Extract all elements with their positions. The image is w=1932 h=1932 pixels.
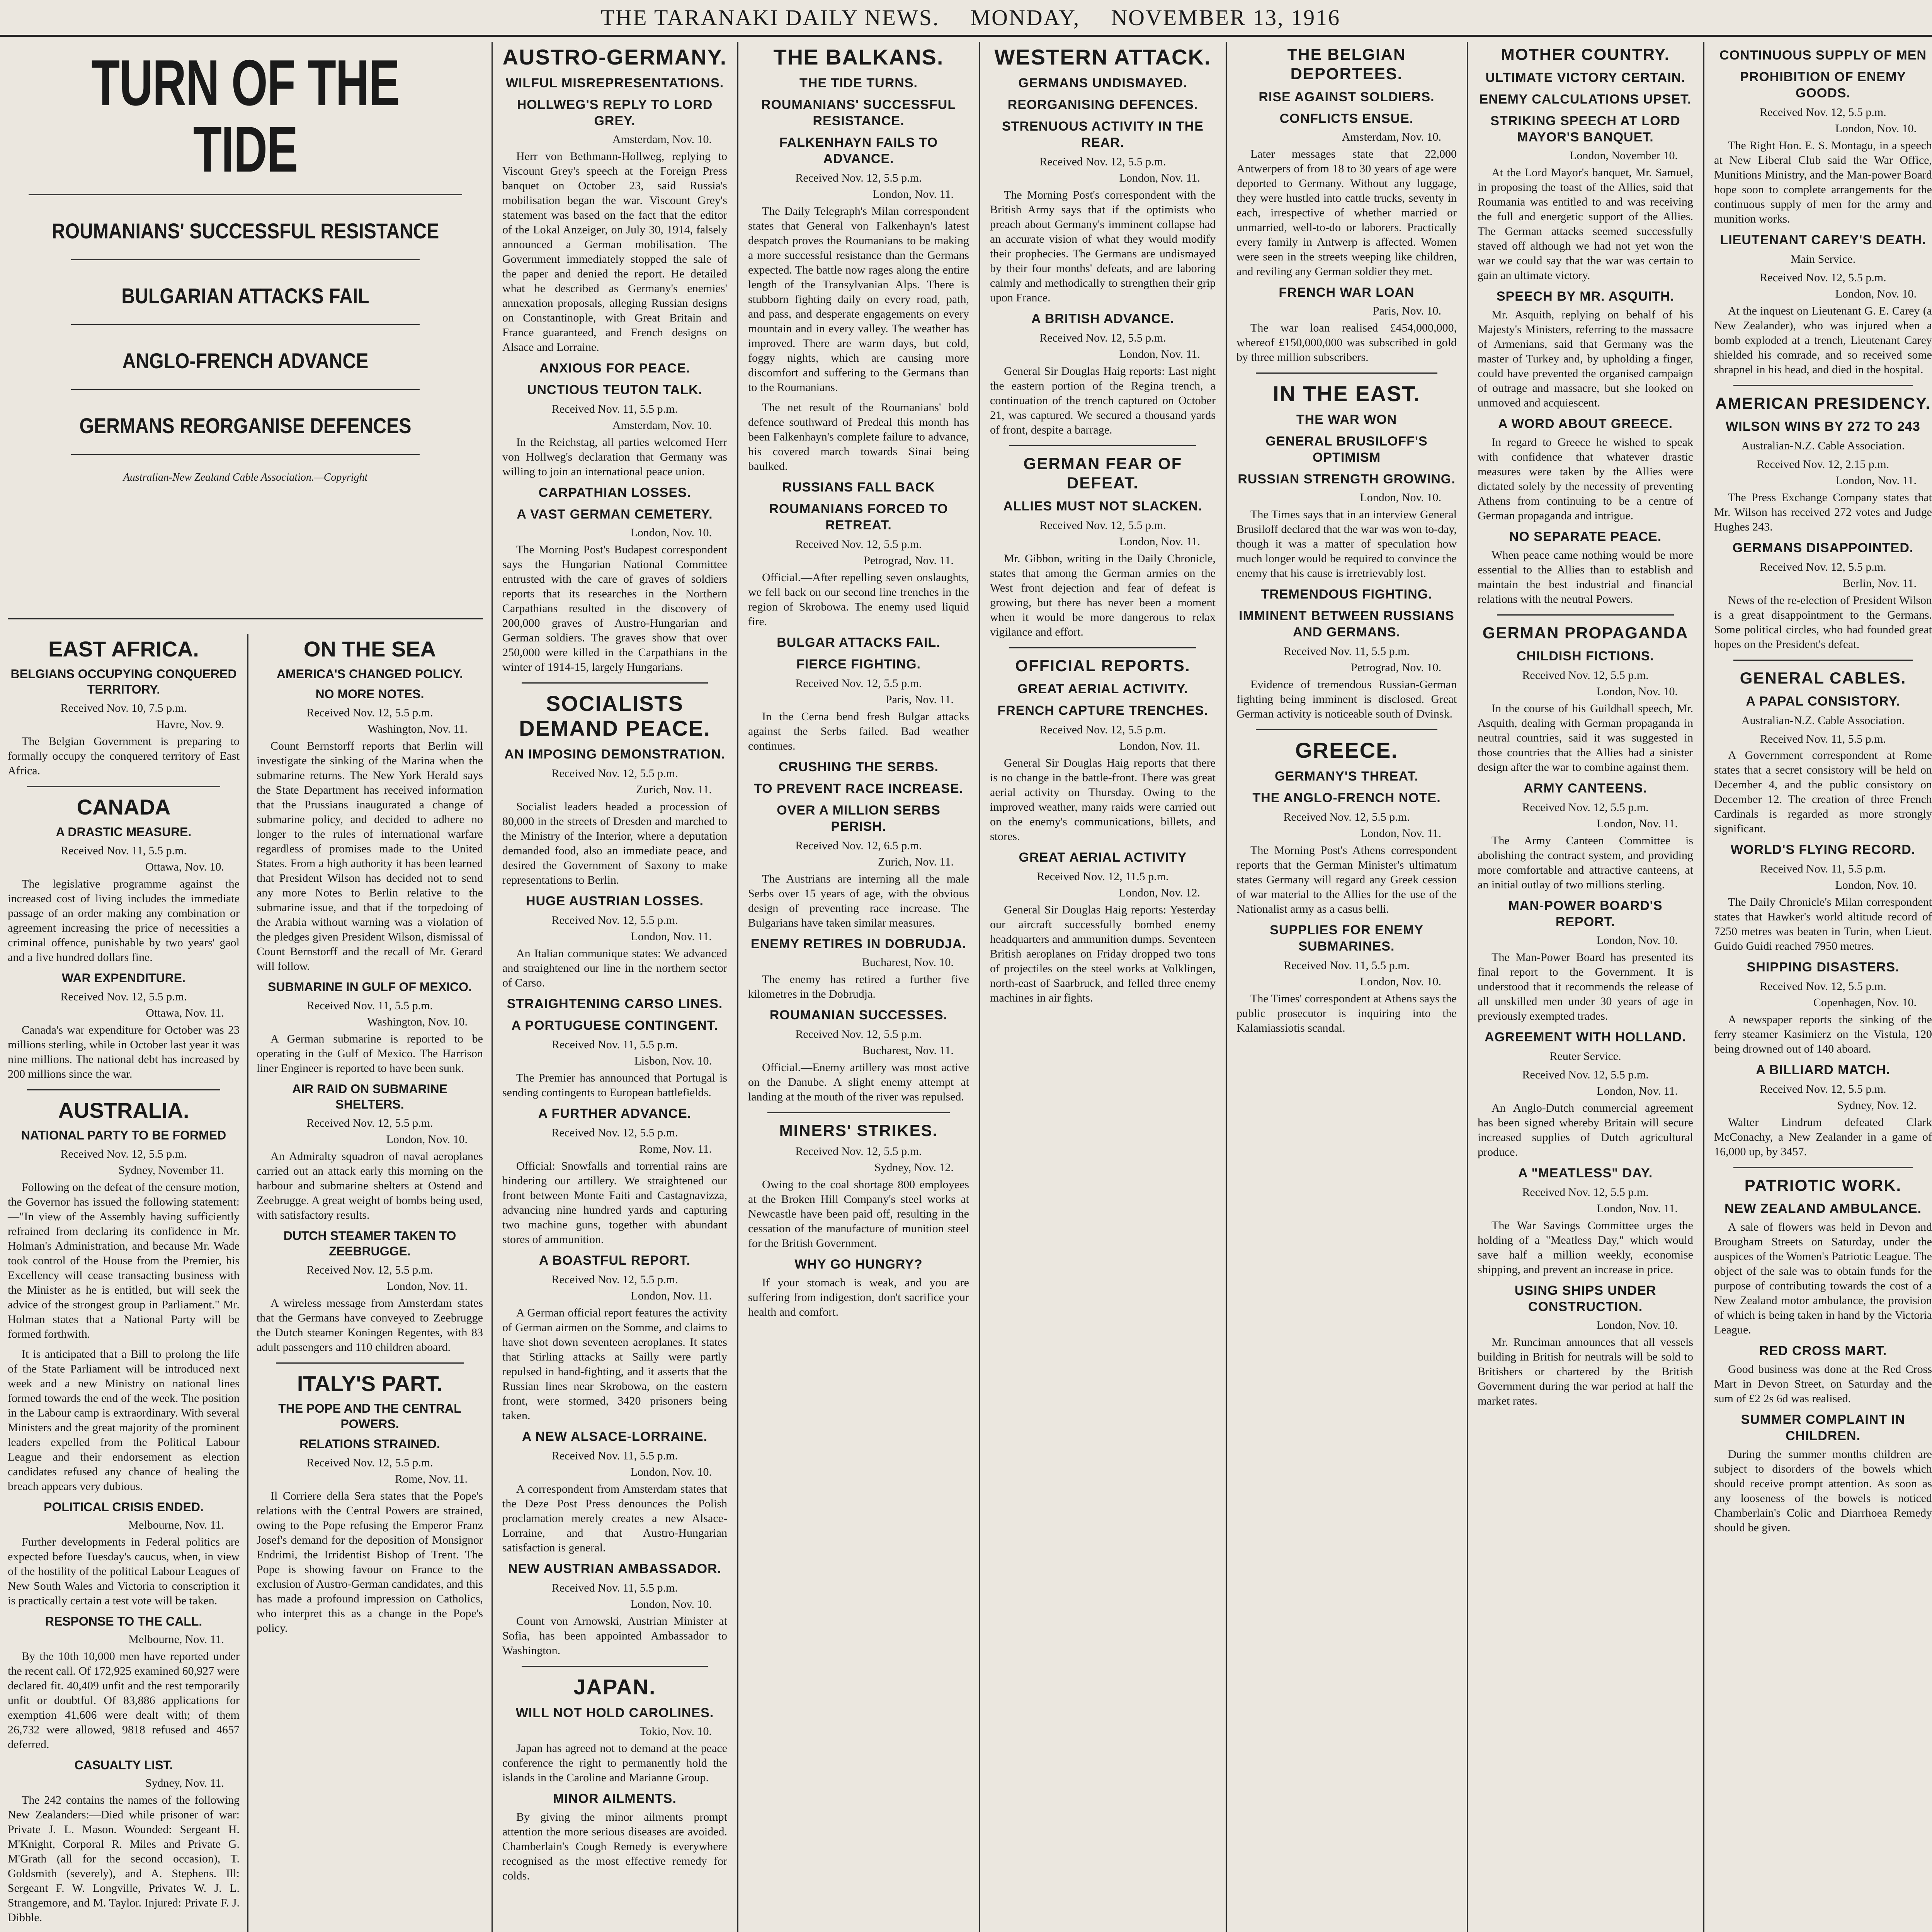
- issue-date: NOVEMBER 13, 1916: [1111, 5, 1341, 30]
- subhead: BULGAR ATTACKS FAIL.: [777, 635, 940, 650]
- article-text: The Army Canteen Committee is abolishing the contract system, and providing more comfortable and attractive canteens, at an initial outlay of two millions sterling.: [1478, 834, 1693, 891]
- dateline: Rome, Nov. 11.: [639, 1143, 712, 1155]
- article-text: The Man-Power Board has presented its final report to the Government. It is understood that it recommends the release of all unskilled men under 30 years of age in previously exempted trades.: [1478, 951, 1693, 1022]
- received-line: Received Nov. 12, 5.5 p.m.: [1039, 519, 1166, 532]
- article-text: The War Savings Committee urges the holding of a "Meatless Day," which would save half a million weekly, economise shipping, and prevent an increase in price.: [1478, 1219, 1693, 1276]
- subhead: AMERICA'S CHANGED POLICY.: [276, 667, 463, 681]
- headline-american-presidency: AMERICAN PRESIDENCY.: [1715, 394, 1931, 412]
- dateline: London, Nov. 11.: [872, 188, 954, 201]
- dateline: London, Nov. 11.: [1597, 1202, 1678, 1215]
- article-text: The Daily Chronicle's Milan correspondent states that Hawker's world altitude record of 7250 metres was beaten in Turin, when Lieut. Guido Guidi reached 7950 metres.: [1714, 896, 1932, 952]
- received-line: Received Nov. 12, 5.5 p.m.: [795, 1028, 922, 1041]
- dateline: Paris, Nov. 10.: [1372, 304, 1441, 317]
- article-text: Mr. Gibbon, writing in the Daily Chronicle, states that among the German armies on the West front dejection and fear of defeat is growing, but there has never been a moment when it would be more dangerous to relax vigilance and effort.: [990, 552, 1216, 638]
- subhead: A PAPAL CONSISTORY.: [1746, 694, 1900, 709]
- column-6: [1227, 42, 1466, 1932]
- received-line: Received Nov. 12, 5.5 p.m.: [1039, 723, 1166, 736]
- subhead: CASUALTY LIST.: [74, 1758, 173, 1772]
- headline-german-propaganda: GERMAN PROPAGANDA: [1482, 624, 1689, 642]
- article-text: General Sir Douglas Haig reports that there is no change in the battle-front. There was great aerial activity on Thursday. Owing to the improved weather, many raids were carried out on the enemy's communications, billets, and stores.: [990, 757, 1216, 843]
- dateline: London, Nov. 11.: [1597, 817, 1678, 830]
- article-text: General Sir Douglas Haig reports: Last night the eastern portion of the Regina trench, a continuation of the trench captured on October 21, was captured. We secured a thousand yards of front, despite a barrage.: [990, 365, 1216, 436]
- subhead: A WORD ABOUT GREECE.: [1498, 417, 1673, 431]
- column-1: [0, 634, 247, 1932]
- dateline: Sydney, Nov. 11.: [145, 1777, 224, 1789]
- received-line: Received Nov. 12, 6.5 p.m.: [795, 839, 922, 852]
- subhead: FIERCE FIGHTING.: [796, 657, 921, 672]
- article-text: Further developments in Federal politics are expected before Tuesday's caucus, when, in view of the hostility of the political Labour Leagues of New South Wales and Victoria to conscription it is practically certain a test vote will be taken.: [8, 1536, 240, 1607]
- article-text: Canada's war expenditure for October was 23 millions sterling, while in October last year it was nine millions. The national debt has increased by 200 millions since the war.: [8, 1024, 240, 1080]
- headline-austro-germany: AUSTRO-GERMANY.: [502, 45, 727, 69]
- subhead: MAN-POWER BOARD'S REPORT.: [1508, 898, 1663, 929]
- subhead: FRENCH WAR LOAN: [1279, 285, 1415, 300]
- column-3: [493, 42, 736, 1932]
- received-line: Received Nov. 11, 5.5 p.m.: [1283, 959, 1410, 972]
- received-line: Received Nov. 12, 5.5 p.m.: [795, 538, 922, 551]
- article-text: Mr. Runciman announces that all vessels building in British for neutrals will be sold to Britishers or chartered by the British Government during the war period at half the market rates.: [1478, 1336, 1693, 1407]
- dateline: Melbourne, Nov. 11.: [128, 1633, 224, 1646]
- dateline: London, Nov. 11.: [631, 930, 712, 943]
- service-line: Australian-N.Z. Cable Association.: [1741, 714, 1905, 727]
- received-line: Received Nov. 12, 5.5 p.m.: [306, 1117, 433, 1129]
- article-text: The enemy has retired a further five kilometres in the Dobrudja.: [748, 973, 969, 1000]
- headline-greece: GREECE.: [1295, 738, 1398, 762]
- lead-subhead-1: ROUMANIANS' SUCCESSFUL RESISTANCE: [51, 219, 439, 243]
- headline-on-the-sea: ON THE SEA: [303, 637, 436, 661]
- dateline: London, Nov. 10.: [1596, 1319, 1678, 1332]
- dateline: London, Nov. 10.: [630, 1466, 712, 1478]
- dateline: London, Nov. 10.: [1835, 287, 1917, 300]
- subhead: CARPATHIAN LOSSES.: [538, 485, 691, 500]
- dateline: Tokio, Nov. 10.: [639, 1725, 712, 1738]
- subhead: AGREEMENT WITH HOLLAND.: [1485, 1030, 1686, 1044]
- article-text: Official: Snowfalls and torrential rains are hindering our artillery. We straightened our front between Monte Faiti and Castagnavizza, advancing nine hundred yards and capturing two machine guns, together with abundant stores of ammunition.: [502, 1160, 727, 1246]
- article-text: Herr von Bethmann-Hollweg, replying to Viscount Grey's speech at the Foreign Press banquet on October 23, said Russia's mobilisation began the war. Viscount Grey's statement was based on the fact that the editor of the Lokal Anzeiger, on July 30, 1914, falsely announced a German mobilisation. The Government immediately stopped the sale of the paper and denied the report. He detailed what he described as Germany's enemies' annexation proposals, alleging Russian designs on Constantinople, with Great Britain and France guaranteed, and French designs on Alsace and Lorraine.: [502, 150, 727, 354]
- subhead: GERMANS DISAPPOINTED.: [1732, 541, 1914, 555]
- received-line: Received Nov. 12, 5.5 p.m.: [1522, 1186, 1649, 1199]
- subhead: GERMANY'S THREAT.: [1274, 769, 1419, 784]
- headline-canada: CANADA: [77, 795, 171, 819]
- subhead: THE WAR WON: [1296, 412, 1397, 427]
- article-text: The Belgian Government is preparing to formally occupy the conquered territory of East Africa.: [8, 735, 240, 777]
- subhead: FRENCH CAPTURE TRENCHES.: [997, 703, 1208, 718]
- subhead: A VAST GERMAN CEMETERY.: [517, 507, 713, 522]
- subhead: GREAT AERIAL ACTIVITY: [1019, 850, 1187, 865]
- subhead: NEW AUSTRIAN AMBASSADOR.: [508, 1561, 722, 1576]
- article-text: The Times' correspondent at Athens says the public prosecutor is inquiring into the Kalamiassiotis scandal.: [1236, 992, 1457, 1034]
- article-text: The Morning Post's Athens correspondent reports that the German Minister's ultimatum states Germany will regard any Greek cession of war material to the Allies for the use of the Nationalist army as a casus belli.: [1236, 844, 1457, 915]
- article-text: The Right Hon. E. S. Montagu, in a speech at New Liberal Club said the War Office, Munitions Ministry, and the Man-power Board hope soon to complete arrangements for the continuous supply of men for the army and munition works.: [1714, 139, 1932, 225]
- article-text: Following on the defeat of the censure motion, the Governor has issued the following statement:—"In view of the Assembly having sufficiently refrained from declaring its confidence in Mr. Holman's Administration, and because Mr. Wade took control of the House from the Premier, his Excellency will cease transacting business with the Minister as he is entitled, but will seek the advice of the strongest group in Parliament." Mr. Holman states that a National Party will be formed forthwith.: [8, 1181, 240, 1340]
- headline-belgian-deportees: THE BELGIAN DEPORTEES.: [1287, 45, 1406, 83]
- subhead: OVER A MILLION SERBS PERISH.: [777, 803, 940, 834]
- dateline: Amsterdam, Nov. 10.: [1342, 131, 1441, 143]
- article-text: News of the re-election of President Wilson is a great disappointment to the Germans. Some political circles, who had founded great hopes on the President's defeat.: [1714, 594, 1932, 651]
- lead-banner: TURN OF THE TIDE: [91, 46, 400, 185]
- dateline: London, Nov. 10.: [1596, 934, 1678, 947]
- dateline: London, Nov. 10.: [1360, 491, 1441, 504]
- subhead: HUGE AUSTRIAN LOSSES.: [526, 894, 704, 908]
- subhead: LIEUTENANT CAREY'S DEATH.: [1720, 233, 1926, 247]
- dateline: Sydney, November 11.: [118, 1164, 224, 1177]
- subhead: SHIPPING DISASTERS.: [1747, 960, 1900, 975]
- headline-balkans: THE BALKANS.: [773, 45, 944, 69]
- dateline: Bucharest, Nov. 11.: [862, 1044, 954, 1057]
- article-text: At the Lord Mayor's banquet, Mr. Samuel, in proposing the toast of the Allies, said that Roumania was entitled to and was receiving the full and energetic support of the Allies. The German attacks seemed successfully staved off although we had not yet won the war we could say that the war was certain to gain an ultimate victory.: [1478, 166, 1693, 282]
- received-line: Received Nov. 11, 5.5 p.m.: [551, 1038, 678, 1051]
- subhead: THE TIDE TURNS.: [799, 76, 918, 90]
- article-text: An Italian communique states: We advanced and straightened our line in the northern sector of Carso.: [502, 947, 727, 989]
- subhead: A FURTHER ADVANCE.: [538, 1106, 692, 1121]
- subhead: REORGANISING DEFENCES.: [1007, 97, 1198, 112]
- dateline: London, Nov. 10.: [1360, 975, 1441, 988]
- dateline: Melbourne, Nov. 11.: [128, 1519, 224, 1531]
- subhead: A BOASTFUL REPORT.: [539, 1253, 691, 1268]
- article-text: Count Bernstorff reports that Berlin will investigate the sinking of the Marina when the submarine returns. The New York Herald says the State Department has received information that the Prussians inaugurated a change of submarine policy, and decided to adhere no longer to the rules of international warfare regardless of promises made to the United States. From a high authority it has been learned that President Wilson has decided not to send any more Notes to Berlin relative to the submarine issue, and that if the torpedoing of the Arabia without warning was a violation of the pledges given President Wilson, dismissal of Count Bernstorff and the recall of Mr. Gerard will follow.: [257, 740, 483, 973]
- service-line: Reuter Service.: [1549, 1050, 1621, 1063]
- article-text: A Government correspondent at Rome states that a secret consistory will be held on December 4, and the public consistory on December 12. The creation of three French Cardinals is regarded as more strongly significant.: [1714, 749, 1932, 835]
- subhead: WILFUL MISREPRESENTATIONS.: [505, 76, 724, 90]
- article-text: In the Cerna bend fresh Bulgar attacks against the Serbs failed. Bad weather continues.: [748, 710, 969, 752]
- article-text: The 242 contains the names of the following New Zealanders:—Died while prisoner of war: Private J. L. Mason. Wounded: Sergeant H. M'Knight, Corporal R. Miles and Private G. M'Grath (all for the second occasion), T. Goldsmith (severely), and A. Stephens. Ill: Sergeant F. W. Longville, Privates W. J. L. Strangemore, and M. Taylor. Injured: Private F. J. Dibble.: [8, 1794, 240, 1924]
- lead-credit: Australian-New Zealand Cable Association.—Copyright: [123, 471, 368, 483]
- subhead: USING SHIPS UNDER CONSTRUCTION.: [1514, 1283, 1656, 1314]
- subhead: TO PREVENT RACE INCREASE.: [753, 781, 963, 796]
- headline-continuous-supply: CONTINUOUS SUPPLY OF MEN: [1719, 48, 1927, 63]
- received-line: Received Nov. 10, 7.5 p.m.: [60, 702, 187, 714]
- article-text: A correspondent from Amsterdam states that the Deze Post Press denounces the Polish proclamation merely creates a new Alsace-Lorraine, and that Austro-Hungarian satisfaction is general.: [502, 1483, 727, 1554]
- lead-subhead-4: GERMANS REORGANISE DEFENCES: [79, 413, 412, 438]
- subhead: RUSSIAN STRENGTH GROWING.: [1238, 472, 1456, 486]
- subhead: RUSSIANS FALL BACK: [782, 480, 935, 495]
- dateline: London, Nov. 11.: [631, 1289, 712, 1302]
- dateline: London, Nov. 11.: [1119, 740, 1200, 752]
- article-text: By the 10th 10,000 men have reported under the recent call. Of 172,925 examined 60,927 were declared fit. 40,409 unfit and the rest temporarily unfit or doubtful. Of 83,886 applications for exemption 41,606 were dealt with; of them 26,732 were allowed, 9818 refused and 4657 deferred.: [8, 1650, 240, 1751]
- subhead: BELGIANS OCCUPYING CONQUERED TERRITORY.: [10, 667, 237, 696]
- subhead: CONFLICTS ENSUE.: [1279, 111, 1414, 126]
- article-text: The Times says that in an interview General Brusiloff declared that the war was won to-day, though it was a matter of speculation how much longer would be required to convince the enemy that his cause is irretrievably lost.: [1236, 508, 1457, 580]
- article-text: Later messages state that 22,000 Antwerpers of from 18 to 30 years of age were deported to Germany. Without any luggage, they were hustled into cattle trucks, seventy in each, irrespective of whether married or unmarried, well-to-do or laborers. Practically every family in Antwerp is affected. Women were seen in the streets weeping like children, and reviling any German soldier they met.: [1236, 148, 1457, 278]
- headline-official-reports: OFFICIAL REPORTS.: [1015, 656, 1190, 675]
- column-2: [249, 634, 491, 1932]
- article-text: In regard to Greece he wished to speak with confidence that whatever drastic measures were taken by the Allies were dictated solely by the necessity of preventing Athens from continuing to be a centre of German propaganda and intrigue.: [1478, 436, 1693, 522]
- received-line: Received Nov. 12, 5.5 p.m.: [551, 1273, 678, 1286]
- dateline: Petrograd, Nov. 10.: [1351, 661, 1441, 674]
- subhead: THE ANGLO-FRENCH NOTE.: [1252, 791, 1441, 805]
- article-text: A newspaper reports the sinking of the ferry steamer Kasimierz on the Vistula, 120 being drowned out of 140 aboard.: [1714, 1013, 1932, 1055]
- received-line: Received Nov. 12, 5.5 p.m.: [1522, 1068, 1649, 1081]
- article-text: At the inquest on Lieutenant G. E. Carey (a New Zealander), who was injured when a bomb exploded at a trench, Lieutenant Carey shielded his comrade, and so received some shrapnel in his head, and died in the hospital.: [1714, 304, 1932, 376]
- article-text: Walter Lindrum defeated Clark McConachy, a New Zealander in a game of 16,000 up, by 3457.: [1714, 1116, 1932, 1158]
- article-text: Good business was done at the Red Cross Mart in Devon Street, on Saturday and the sum of £2 2s 6d was realised.: [1714, 1363, 1932, 1405]
- subhead: DUTCH STEAMER TAKEN TO ZEEBRUGGE.: [283, 1229, 456, 1258]
- received-line: Received Nov. 12, 5.5 p.m.: [1760, 561, 1886, 573]
- lead-story: [0, 42, 491, 629]
- subhead: RED CROSS MART.: [1759, 1344, 1887, 1358]
- article-text: Japan has agreed not to demand at the peace conference the right to permanently hold the islands in the Caroline and Marianne Group.: [502, 1742, 727, 1784]
- dateline: Havre, Nov. 9.: [156, 718, 224, 731]
- dateline: Berlin, Nov. 11.: [1842, 577, 1917, 590]
- subhead: AN IMPOSING DEMONSTRATION.: [504, 747, 725, 762]
- column-5: [981, 42, 1225, 1932]
- article-text: A sale of flowers was held in Devon and Brougham Streets on Saturday, under the auspices of the Women's Patriotic League. The object of the sale was to obtain funds for the purpose of contributing towards the cost of a New Zealand motor ambulance, the provision of which is being taken in hand by the Victoria League.: [1714, 1221, 1932, 1336]
- headline-in-the-east: IN THE EAST.: [1273, 381, 1420, 406]
- subhead: POLITICAL CRISIS ENDED.: [44, 1500, 204, 1514]
- received-line: Received Nov. 12, 5.5 p.m.: [1039, 332, 1166, 344]
- received-line: Received Nov. 12, 5.5 p.m.: [1283, 811, 1410, 823]
- received-line: Received Nov. 12, 5.5 p.m.: [795, 677, 922, 690]
- dateline: London, Nov. 10.: [630, 526, 712, 539]
- subhead: WILSON WINS BY 272 TO 243: [1726, 419, 1920, 434]
- dateline: Paris, Nov. 11.: [885, 693, 954, 706]
- article-text: General Sir Douglas Haig reports: Yesterday our aircraft successfully bombed enemy headquarters and ammunition dumps. Seventeen British aeroplanes on Friday dropped two tons of projectiles on the steel works at Volklingen, north-east of Saarbruck, and felled three enemy machines in air fights.: [990, 903, 1216, 1004]
- received-line: Received Nov. 12, 5.5 p.m.: [551, 767, 678, 780]
- subhead: UNCTIOUS TEUTON TALK.: [527, 383, 703, 397]
- subhead: AIR RAID ON SUBMARINE SHELTERS.: [292, 1082, 447, 1111]
- received-line: Received Nov. 12, 5.5 p.m.: [306, 1456, 433, 1469]
- dateline: Petrograd, Nov. 11.: [864, 554, 954, 567]
- article-text: The Press Exchange Company states that Mr. Wilson has received 272 votes and Judge Hughes 243.: [1714, 491, 1932, 533]
- subhead: ARMY CANTEENS.: [1524, 781, 1647, 796]
- subhead: A "MEATLESS" DAY.: [1518, 1166, 1653, 1180]
- dateline: Amsterdam, Nov. 10.: [612, 419, 712, 432]
- article-text: By giving the minor ailments prompt attention the more serious diseases are avoided. Chamberlain's Cough Remedy is everywhere recognised as the most effective remedy for colds.: [502, 1811, 727, 1882]
- headline-australia: AUSTRALIA.: [58, 1098, 189, 1122]
- article-text: A German submarine is reported to be operating in the Gulf of Mexico. The Harrison liner Engineer is reported to have been sunk.: [257, 1032, 483, 1075]
- received-line: Received Nov. 12, 5.5 p.m.: [1760, 106, 1886, 119]
- issue-day: MONDAY,: [970, 5, 1080, 30]
- article-text: The Morning Post's Budapest correspondent says the Hungarian National Committee entrusted with the care of graves of soldiers reports that its researches in the Northern Carpathians resulted in the discovery of 200,000 graves of Austro-Hungarian and German soldiers. The graves show that over 250,000 were killed in the Carpathians in the winter of 1914-15, largely Hungarians.: [502, 543, 727, 673]
- article-text: Official.—Enemy artillery was most active on the Danube. A slight enemy attempt at landing at the mouth of the river was repulsed.: [748, 1061, 969, 1103]
- headline-patriotic-work: PATRIOTIC WORK.: [1744, 1176, 1902, 1194]
- subhead: SUBMARINE IN GULF OF MEXICO.: [268, 980, 472, 994]
- subhead: TREMENDOUS FIGHTING.: [1261, 587, 1432, 602]
- subhead: A NEW ALSACE-LORRAINE.: [522, 1429, 708, 1444]
- dateline: Sydney, Nov. 12.: [1837, 1099, 1917, 1112]
- subhead: ROUMANIANS' SUCCESSFUL RESISTANCE.: [761, 97, 956, 128]
- article-text: In the Reichstag, all parties welcomed Herr von Hollweg's declaration that Germany was willing to join an international peace union.: [502, 436, 727, 478]
- subhead: ROUMANIANS FORCED TO RETREAT.: [769, 502, 948, 532]
- dateline: London, Nov. 12.: [1119, 886, 1200, 899]
- dateline: London, Nov. 10.: [630, 1598, 712, 1611]
- paper-name: THE TARANAKI DAILY NEWS.: [600, 5, 940, 30]
- article-text: The Daily Telegraph's Milan correspondent states that General von Falkenhayn's latest despatch proves the Roumanians to be making a more successful resistance than the Germans expected. The battle now rages along the entire length of the Transylvanian Alps. There is stubborn fighting daily on every road, path, and pass, and desperate engagements on every mountain and in every valley. The weather has improved. There are warm days, but cold, foggy nights, which are causing more discomfort and suffering to the Germans than to the Roumanians.: [748, 205, 969, 394]
- dateline: Ottawa, Nov. 10.: [145, 861, 224, 873]
- article-text: When peace came nothing would be more essential to the Allies than to establish and maintain the best industrial and financial relations with the neutral Powers.: [1478, 549, 1693, 605]
- article-text: The Premier has announced that Portugal is sending contingents to European battlefields.: [502, 1071, 727, 1099]
- subhead: GENERAL BRUSILOFF'S OPTIMISM: [1265, 434, 1428, 465]
- subhead: RESPONSE TO THE CALL.: [45, 1614, 202, 1628]
- received-line: Received Nov. 12, 11.5 p.m.: [1037, 870, 1169, 883]
- received-line: Received Nov. 11, 5.5 p.m.: [551, 403, 678, 415]
- dateline: London, Nov. 10.: [386, 1133, 468, 1146]
- received-line: Received Nov. 12, 5.5 p.m.: [795, 1145, 922, 1158]
- column-4: [739, 42, 978, 1932]
- article-text: The Austrians are interning all the male Serbs over 15 years of age, with the obvious design of preventing race increase. The Bulgarians have taken similar measures.: [748, 872, 969, 929]
- subhead: PROHIBITION OF ENEMY GOODS.: [1740, 70, 1906, 100]
- dateline: Zurich, Nov. 11.: [878, 855, 954, 868]
- subhead: STRAIGHTENING CARSO LINES.: [507, 997, 723, 1011]
- subhead: ALLIES MUST NOT SLACKEN.: [1003, 499, 1202, 514]
- article-text: Owing to the coal shortage 800 employees at the Broken Hill Company's steel works at Newcastle have been paid off, resulting in the cessation of the manufacture of munition steel for the British Government.: [748, 1178, 969, 1250]
- received-line: Received Nov. 12, 5.5 p.m.: [60, 990, 187, 1003]
- article-text: It is anticipated that a Bill to prolong the life of the State Parliament will be introduced next week and a new Ministry on national lines formed towards the end of the week. The position in the Labour camp is extraordinary. With several Ministers and the great majority of the prominent leaders expelled from the Political Labour League and their endorsement as election candidates refused any chance of healing the breach appears very dubious.: [8, 1348, 240, 1493]
- dateline: Bucharest, Nov. 10.: [862, 956, 954, 969]
- subhead: NATIONAL PARTY TO BE FORMED: [21, 1128, 226, 1142]
- subhead: IMMINENT BETWEEN RUSSIANS AND GERMANS.: [1239, 609, 1454, 639]
- dateline: London, Nov. 11.: [386, 1280, 468, 1293]
- article-text: The net result of the Roumanians' bold defence southward of Predeal this month has been Falkenhayn's complete failure to advance, his covered march towards Sinai being baulked.: [748, 401, 969, 473]
- headline-socialists: SOCIALISTS DEMAND PEACE.: [519, 691, 711, 740]
- dateline: Washington, Nov. 10.: [367, 1015, 468, 1028]
- received-line: Received Nov. 12, 5.5 p.m.: [795, 172, 922, 184]
- dateline: London, Nov. 10.: [1596, 685, 1678, 698]
- article-text: The war loan realised £454,000,000, whereof £150,000,000 was subscribed in gold by three million subscribers.: [1236, 321, 1457, 364]
- subhead: WAR EXPENDITURE.: [61, 971, 186, 985]
- article-text: The Morning Post's correspondent with the British Army says that if the optimists who preach about Germany's imminent collapse had an accurate vision of what they would modify their prophecies. The Germans are undismayed by their four months' defeats, and are laboring calmly and methodically to strengthen their grip upon France.: [990, 189, 1216, 304]
- article-text: A wireless message from Amsterdam states that the Germans have conveyed to Zeebrugge the Dutch steamer Koningen Regentes, with 83 adult passengers and 110 children aboard.: [257, 1297, 483, 1354]
- dateline: London, Nov. 11.: [1119, 535, 1200, 548]
- article-text: During the summer months children are subject to disorders of the bowels which should receive prompt attention. As soon as any looseness of the bowels is noticed Chamberlain's Colic and Diarrhoea Remedy should be given.: [1714, 1448, 1932, 1534]
- received-line: Received Nov. 12, 5.5 p.m.: [306, 706, 433, 719]
- service-line: Australian-N.Z. Cable Association.: [1741, 439, 1905, 452]
- headline-italy: ITALY'S PART.: [297, 1371, 443, 1396]
- subhead: NO SEPARATE PEACE.: [1509, 529, 1662, 544]
- subhead: A BILLIARD MATCH.: [1756, 1063, 1890, 1077]
- dateline: London, Nov. 11.: [1119, 172, 1200, 184]
- subhead: SUMMER COMPLAINT IN CHILDREN.: [1741, 1412, 1905, 1443]
- dateline: London, Nov. 11.: [1119, 348, 1200, 361]
- subhead: ROUMANIAN SUCCESSES.: [769, 1008, 948, 1022]
- article-text: Count von Arnowski, Austrian Minister at Sofia, has been appointed Ambassador to Washington.: [502, 1615, 727, 1657]
- article-text: Socialist leaders headed a procession of 80,000 in the streets of Dresden and marched to the Ministry of the Interior, where a deputation demanded food, also an immediate peace, and desired the Government of Saxony to make representations to Berlin.: [502, 800, 727, 886]
- dateline: Amsterdam, Nov. 10.: [612, 133, 712, 146]
- received-line: Received Nov. 11, 5.5 p.m.: [1760, 862, 1886, 875]
- received-line: Received Nov. 12, 5.5 p.m.: [306, 1264, 433, 1276]
- subhead: STRENUOUS ACTIVITY IN THE REAR.: [1002, 119, 1204, 150]
- subhead: NEW ZEALAND AMBULANCE.: [1725, 1201, 1922, 1216]
- dateline: Washington, Nov. 11.: [367, 723, 468, 735]
- received-line: Received Nov. 12, 5.5 p.m.: [551, 914, 678, 927]
- received-line: Received Nov. 12, 5.5 p.m.: [551, 1126, 678, 1139]
- received-line: Received Nov. 11, 5.5 p.m.: [551, 1582, 678, 1594]
- headline-east-africa: EAST AFRICA.: [48, 637, 199, 661]
- dateline: London, November 10.: [1570, 149, 1678, 162]
- headline-miners-strikes: MINERS' STRIKES.: [779, 1121, 938, 1139]
- dateline: London, Nov. 11.: [1835, 474, 1917, 487]
- dateline: London, Nov. 11.: [1360, 827, 1441, 840]
- subhead: THE POPE AND THE CENTRAL POWERS.: [278, 1401, 461, 1431]
- received-line: Received Nov. 12, 5.5 p.m.: [1522, 801, 1649, 814]
- lead-subhead-3: ANGLO-FRENCH ADVANCE: [122, 349, 369, 373]
- received-line: Received Nov. 12, 5.5 p.m.: [1760, 1083, 1886, 1095]
- headline-mother-country: MOTHER COUNTRY.: [1501, 45, 1670, 63]
- received-line: Received Nov. 12, 5.5 p.m.: [1760, 980, 1886, 993]
- received-line: Received Nov. 11, 5.5 p.m.: [551, 1449, 678, 1462]
- article-text: Evidence of tremendous Russian-German fighting being imminent is disclosed. Great German activity is noticeable south of Dvinsk.: [1236, 678, 1457, 720]
- subhead: ENEMY RETIRES IN DOBRUDJA.: [750, 937, 967, 951]
- article-text: Il Corriere della Sera states that the Pope's relations with the Central Powers are strained, owing to the Pope refusing the Emperor Franz Josef's demand for the deposition of Monsignor Endrimi, the Irridentist Bishop of Trent. The Pope is showing favour on France to the exclusion of Austro-German candidates, and this has made a profound impression on Catholics, who interpret this as a change in the Pope's policy.: [257, 1490, 483, 1634]
- column-8: [1705, 42, 1932, 1932]
- headline-german-fear: GERMAN FEAR OF DEFEAT.: [1023, 454, 1182, 492]
- masthead: [0, 0, 1932, 37]
- headline-general-cables: GENERAL CABLES.: [1740, 669, 1906, 687]
- received-line: Received Nov. 11, 5.5 p.m.: [1283, 645, 1410, 658]
- subhead: SUPPLIES FOR ENEMY SUBMARINES.: [1270, 923, 1423, 954]
- article-text: If your stomach is weak, and you are suffering from indigestion, don't sacrifice your health and comfort.: [748, 1276, 969, 1318]
- dateline: Rome, Nov. 11.: [395, 1473, 468, 1485]
- subhead: WHY GO HUNGRY?: [794, 1257, 923, 1272]
- subhead: HOLLWEG'S REPLY TO LORD GREY.: [517, 97, 713, 128]
- subhead: GREAT AERIAL ACTIVITY.: [1017, 682, 1188, 696]
- subhead: ANXIOUS FOR PEACE.: [539, 361, 690, 376]
- subhead: NO MORE NOTES.: [315, 687, 424, 701]
- headline-western-attack: WESTERN ATTACK.: [994, 45, 1211, 69]
- received-line: Received Nov. 12, 2.15 p.m.: [1757, 458, 1889, 471]
- column-7: [1468, 42, 1702, 1932]
- subhead: ULTIMATE VICTORY CERTAIN.: [1485, 70, 1685, 85]
- subhead: A PORTUGUESE CONTINGENT.: [511, 1018, 718, 1033]
- lead-subhead-2: BULGARIAN ATTACKS FAIL: [121, 284, 369, 308]
- subhead: FALKENHAYN FAILS TO ADVANCE.: [779, 135, 938, 166]
- received-line: Received Nov. 12, 5.5 p.m.: [1039, 155, 1166, 168]
- subhead: RISE AGAINST SOLDIERS.: [1259, 90, 1435, 104]
- dateline: Ottawa, Nov. 11.: [146, 1007, 224, 1019]
- subhead: STRIKING SPEECH AT LORD MAYOR'S BANQUET.: [1490, 114, 1680, 145]
- received-line: Received Nov. 12, 5.5 p.m.: [1522, 669, 1649, 682]
- subhead: WORLD'S FLYING RECORD.: [1730, 842, 1916, 857]
- subhead: SPEECH BY MR. ASQUITH.: [1496, 289, 1675, 304]
- service-line: Main Service.: [1790, 253, 1856, 265]
- article-text: An Anglo-Dutch commercial agreement has been signed whereby Britain will secure increased supplies of Dutch agricultural produce.: [1478, 1102, 1693, 1158]
- article-text: The legislative programme against the increased cost of living includes the immediate passage of an order making any combination or agreement increasing the price of necessities a criminal offence, punishable by two years' gaol and a five hundred dollars fine.: [8, 878, 240, 964]
- received-line: Received Nov. 11, 5.5 p.m.: [1760, 733, 1886, 745]
- dateline: Lisbon, Nov. 10.: [634, 1054, 712, 1067]
- subhead: A DRASTIC MEASURE.: [56, 825, 192, 839]
- dateline: Sydney, Nov. 12.: [874, 1161, 954, 1174]
- received-line: Received Nov. 11, 5.5 p.m.: [60, 844, 187, 857]
- received-line: Received Nov. 11, 5.5 p.m.: [306, 999, 433, 1012]
- received-line: Received Nov. 12, 5.5 p.m.: [1760, 271, 1886, 284]
- subhead: ENEMY CALCULATIONS UPSET.: [1479, 92, 1692, 107]
- article-text: A German official report features the activity of German airmen on the Somme, and claims to have shot down seventeen aeroplanes. It states that Stirling attacks at Sailly were partly repulsed in hand-fighting, and it asserts that the Russian lines near Skrobowa, on the eastern front, were stormed, 3420 prisoners being taken.: [502, 1306, 727, 1422]
- article-text: Mr. Asquith, replying on behalf of his Majesty's Ministers, referring to the massacre of Armenians, said that Germany was the master of Turkey and, by upholding a finger, could have prevented the organised campaign of outrage and massacre, but she looked on unmoved and acquiescent.: [1478, 308, 1693, 409]
- headline-japan: JAPAN.: [573, 1675, 656, 1699]
- subhead: WILL NOT HOLD CAROLINES.: [515, 1706, 714, 1720]
- dateline: Copenhagen, Nov. 10.: [1813, 996, 1917, 1009]
- dateline: London, Nov. 10.: [1835, 879, 1917, 891]
- article-text: Official.—After repelling seven onslaughts, we fell back on our second line trenches in the region of Skrobowa. The enemy used liquid fire.: [748, 571, 969, 628]
- subhead: CRUSHING THE SERBS.: [779, 760, 939, 774]
- received-line: Received Nov. 12, 5.5 p.m.: [60, 1148, 187, 1160]
- dateline: London, Nov. 10.: [1835, 122, 1917, 135]
- subhead: CHILDISH FICTIONS.: [1516, 649, 1655, 663]
- article-text: In the course of his Guildhall speech, Mr. Asquith, dealing with German propaganda in neutral countries, said it was suggested in those countries that the Allies had a sinister design after the war to combine against them.: [1478, 702, 1693, 774]
- dateline: Zurich, Nov. 11.: [636, 783, 712, 796]
- article-text: An Admiralty squadron of naval aeroplanes carried out an attack early this morning on the harbour and submarine shelters at Ostend and Zeebrugge. A great weight of bombs being used, with satisfactory results.: [257, 1150, 483, 1221]
- subhead: A BRITISH ADVANCE.: [1031, 311, 1174, 326]
- subhead: MINOR AILMENTS.: [553, 1791, 677, 1806]
- dateline: London, Nov. 11.: [1597, 1085, 1678, 1097]
- subhead: RELATIONS STRAINED.: [299, 1437, 440, 1451]
- subhead: GERMANS UNDISMAYED.: [1018, 76, 1187, 90]
